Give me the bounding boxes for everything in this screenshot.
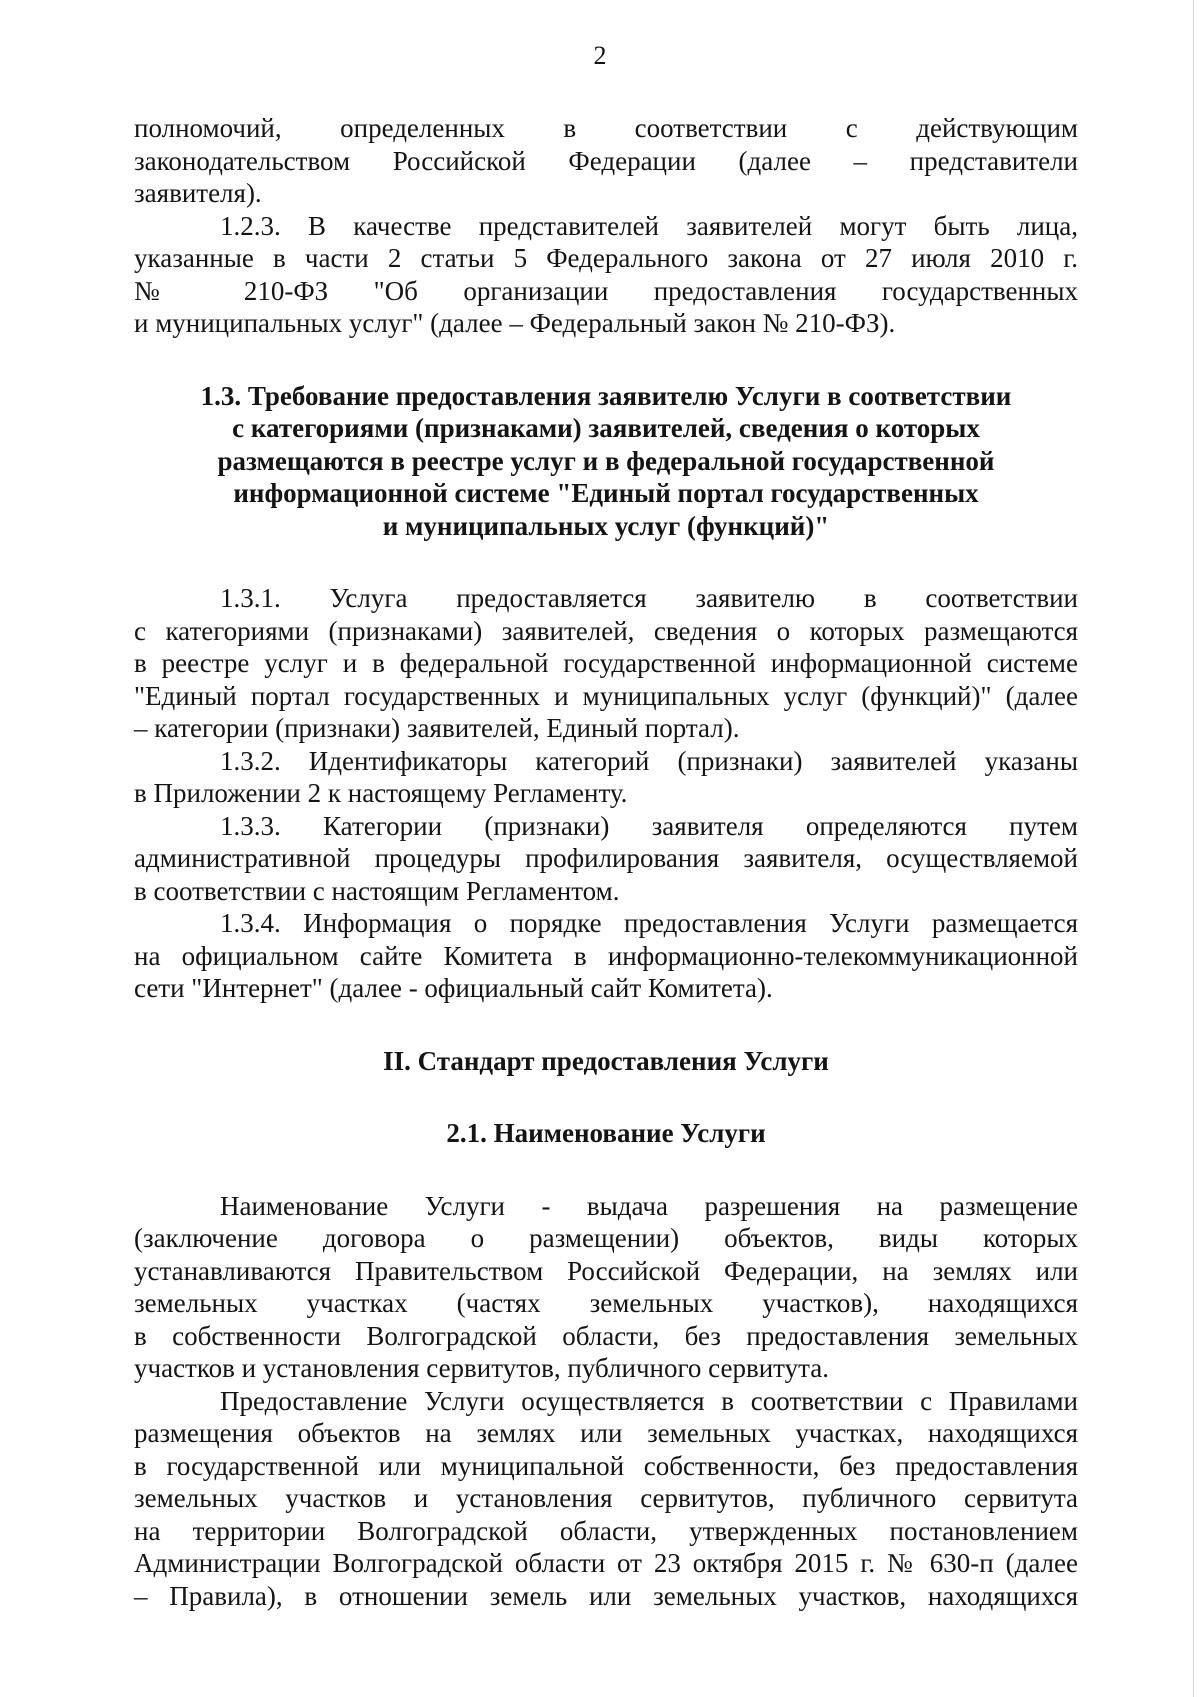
text-line: размещения объектов на землях или земельных участках, находящихся: [134, 1418, 1078, 1448]
text-line: – категории (признаки) заявителей, Единый портал).: [134, 713, 740, 743]
text-line: "Единый портал государственных и муниципальных услуг (функций)" (далее: [134, 680, 1078, 711]
document-body: [134, 112, 1078, 1612]
text-line: – Правила), в отношении земель или земельных участков, находящихся: [134, 1580, 1078, 1611]
heading-line: информационной системе "Единый портал государственных: [233, 478, 979, 508]
text-line: сети "Интернет" (далее - официальный сайт Комитета).: [134, 973, 773, 1003]
text-line: № 210-ФЗ "Об организации предоставления государственных: [134, 275, 1078, 306]
heading-line: 1.3. Требование предоставления заявителю Услуги в соответствии: [200, 380, 1012, 411]
page-number: 2: [593, 41, 607, 70]
text-line: земельных участках (частях земельных участков), находящихся: [134, 1288, 1078, 1318]
text-line: участков и установления сервитутов, публичного сервитута.: [134, 1353, 829, 1383]
text-line: в собственности Волгоградской области, без предоставления земельных: [134, 1320, 1078, 1351]
text-line: Наименование Услуги - выдача разрешения на размещение: [220, 1190, 1078, 1221]
text-line: Администрации Волгоградской области от 23 октября 2015 г. № 630-п (далее: [134, 1548, 1078, 1578]
text-line: в Приложении 2 к настоящему Регламенту.: [134, 778, 628, 808]
text-line: и муниципальных услуг" (далее – Федеральный закон № 210-ФЗ).: [134, 308, 896, 338]
text-line: административной процедуры профилирования заявителя, осуществляемой: [134, 843, 1078, 873]
text-line: на официальном сайте Комитета в информационно-телекоммуникационной: [134, 940, 1078, 971]
section-heading-2-1: 2.1. Наименование Услуги: [446, 1118, 766, 1148]
text-line: 1.2.3. В качестве представителей заявителей могут быть лица,: [220, 210, 1078, 241]
text-line: с категориями (признаками) заявителей, сведения о которых размещаются: [134, 615, 1078, 646]
text-line: (заключение договора о размещении) объектов, виды которых: [134, 1223, 1078, 1253]
paragraph-service-basis: [134, 1385, 1078, 1613]
paragraph-service-name: [134, 1190, 1078, 1385]
text-line: заявителя).: [134, 178, 262, 208]
text-line: в соответствии с настоящим Регламентом.: [134, 875, 620, 906]
scan-edge-line: [1193, 0, 1194, 1697]
heading-line: и муниципальных услуг (функций)": [382, 510, 830, 541]
text-line: на территории Волгоградской области, утвержденных постановлением: [134, 1515, 1078, 1546]
text-line: 1.3.1. Услуга предоставляется заявителю в соответствии: [220, 583, 1078, 613]
paragraph-1-3-4: [134, 907, 1078, 1005]
text-line: указанные в части 2 статьи 5 Федерального закона от 27 июля 2010 г.: [134, 243, 1078, 273]
text-line: законодательством Российской Федерации (далее – представители: [134, 145, 1078, 176]
heading-line: с категориями (признаками) заявителей, сведения о которых: [232, 413, 980, 443]
text-line: 1.3.3. Категории (признаки) заявителя определяются путем: [220, 810, 1078, 841]
text-line: полномочий, определенных в соответствии с действующим: [134, 113, 1078, 143]
text-line: в реестре услуг и в федеральной государственной информационной системе: [134, 648, 1078, 678]
text-line: Предоставление Услуги осуществляется в соответствии с Правилами: [220, 1385, 1078, 1416]
paragraph-1-3-2: [134, 745, 1078, 810]
paragraph-continuation: [134, 112, 1078, 210]
text-line: устанавливаются Правительством Российской Федерации, на землях или: [134, 1255, 1078, 1286]
paragraph-1-3-3: [134, 810, 1078, 908]
text-line: 1.3.4. Информация о порядке предоставления Услуги размещается: [220, 908, 1078, 938]
text-line: в государственной или муниципальной собственности, без предоставления: [134, 1450, 1078, 1481]
chapter-heading-ii: II. Стандарт предоставления Услуги: [383, 1045, 829, 1076]
section-heading-1-3: [134, 380, 1078, 543]
heading-line: размещаются в реестре услуг и в федеральной государственной: [217, 445, 995, 476]
text-line: земельных участков и установления сервитутов, публичного сервитута: [134, 1483, 1078, 1513]
paragraph-1-3-1: [134, 582, 1078, 745]
text-line: 1.3.2. Идентификаторы категорий (признаки) заявителей указаны: [220, 745, 1078, 776]
paragraph-1-2-3: [134, 210, 1078, 340]
